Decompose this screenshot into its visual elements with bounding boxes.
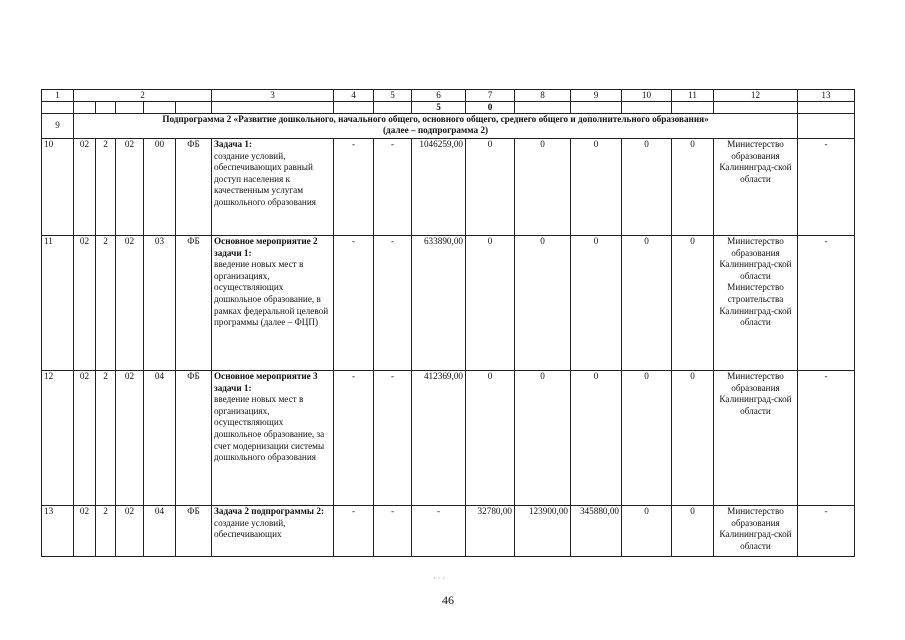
page-number: 46: [442, 593, 454, 607]
empty-cell: [672, 102, 714, 114]
header-cell-9: 9: [571, 90, 622, 102]
code-cell: 2: [96, 139, 116, 236]
empty-cell: [212, 102, 334, 114]
header-cell-11: 11: [672, 90, 714, 102]
responsible-cell: Министерство образования Калининград-ской области: [714, 371, 798, 506]
header-cell-2: 2: [74, 90, 212, 102]
description-text: введение новых мест в организациях, осуществляющих дошкольное образование, в рамках федеральной целевой программы (далее – ФЦП): [214, 259, 329, 328]
scan-specks: · · ·: [433, 574, 445, 583]
source-cell: ФБ: [176, 371, 212, 506]
value-col8: 0: [515, 371, 571, 506]
description-title: Задача 2 подпрограммы 2:: [214, 506, 325, 516]
empty-cell: [798, 102, 855, 114]
header-cell-13: 13: [798, 90, 855, 102]
value-col6: 1046259,00: [412, 139, 466, 236]
value-col13: -: [798, 236, 855, 371]
code-cell: 02: [74, 236, 96, 371]
value-col4: -: [334, 371, 374, 506]
empty-cell: [42, 102, 74, 114]
row-number: 10: [42, 139, 74, 236]
empty-cell: [622, 102, 672, 114]
value-col10: 0: [622, 139, 672, 236]
value-col11: 0: [672, 236, 714, 371]
subprogram-title-line1: Подпрограмма 2 «Развитие дошкольного, начального общего, основного общего, среднего общего и дополнительного образования»: [162, 114, 709, 124]
description-title: Основное мероприятие 2 задачи 1:: [214, 236, 318, 258]
code-cell: 02: [116, 139, 144, 236]
subprogram-title: [74, 114, 798, 139]
value-col7: 0: [466, 139, 515, 236]
description-text: создание условий, обеспечивающих равный доступ населения к качественным услугам дошкольного образования: [214, 150, 316, 207]
header-cell-8: 8: [515, 90, 571, 102]
row-number: 12: [42, 371, 74, 506]
value-col11: 0: [672, 506, 714, 557]
empty-cell: [515, 102, 571, 114]
row-number: 9: [42, 114, 74, 139]
value-col5: -: [374, 139, 412, 236]
value-col9: 0: [571, 371, 622, 506]
table-row: [42, 236, 855, 371]
sub-header-row: [42, 102, 855, 114]
row-number: 13: [42, 506, 74, 557]
header-cell-6: 6: [412, 90, 466, 102]
description-cell: [212, 506, 334, 557]
code-cell: 2: [96, 506, 116, 557]
code-cell: 02: [74, 371, 96, 506]
value-col11: 0: [672, 139, 714, 236]
value-col13: -: [798, 506, 855, 557]
empty-cell: [116, 102, 144, 114]
code-cell: 02: [116, 506, 144, 557]
empty-cell: [144, 102, 176, 114]
header-row: [42, 90, 855, 102]
description-text: создание условий, обеспечивающих: [214, 517, 286, 540]
source-cell: ФБ: [176, 506, 212, 557]
code-cell: 04: [144, 371, 176, 506]
code-cell: 2: [96, 371, 116, 506]
value-col8: 0: [515, 139, 571, 236]
table-row: [42, 506, 855, 557]
value-col4: -: [334, 139, 374, 236]
value-col6: 412369,00: [412, 371, 466, 506]
source-cell: ФБ: [176, 236, 212, 371]
value-col5: -: [374, 506, 412, 557]
value-col10: 0: [622, 371, 672, 506]
header-cell-7: 7: [466, 90, 515, 102]
description-cell: [212, 236, 334, 371]
value-col5: -: [374, 371, 412, 506]
value-col6: 633890,00: [412, 236, 466, 371]
code-cell: 2: [96, 236, 116, 371]
description-cell: [212, 139, 334, 236]
source-cell: ФБ: [176, 139, 212, 236]
value-col7: 0: [466, 371, 515, 506]
value-col4: -: [334, 236, 374, 371]
empty-cell: [334, 102, 374, 114]
header-cell-5: 5: [374, 90, 412, 102]
code-cell: 02: [116, 371, 144, 506]
header-cell-12: 12: [714, 90, 798, 102]
table-row: [42, 371, 855, 506]
empty-cell: [176, 102, 212, 114]
table-row: [42, 139, 855, 236]
value-col7: 0: [466, 236, 515, 371]
value-col11: 0: [672, 371, 714, 506]
value-col6: -: [412, 506, 466, 557]
sub-header-col6: 5: [412, 102, 466, 114]
empty-cell: [798, 114, 855, 139]
header-cell-4: 4: [334, 90, 374, 102]
code-cell: 02: [116, 236, 144, 371]
value-col10: 0: [622, 236, 672, 371]
code-cell: 00: [144, 139, 176, 236]
code-cell: 02: [74, 506, 96, 557]
description-title: Основное мероприятие 3 задачи 1:: [214, 371, 318, 393]
value-col9: 0: [571, 236, 622, 371]
empty-cell: [374, 102, 412, 114]
description-cell: [212, 371, 334, 506]
subprogram-title-line2: (далее – подпрограмма 2): [382, 125, 489, 135]
header-cell-1: 1: [42, 90, 74, 102]
responsible-cell: Министерство образования Калининград-ской области: [714, 139, 798, 236]
row-number: 11: [42, 236, 74, 371]
header-cell-3: 3: [212, 90, 334, 102]
header-cell-10: 10: [622, 90, 672, 102]
value-col5: -: [374, 236, 412, 371]
responsible-cell: Министерство образования Калининград-ской области: [714, 506, 798, 557]
value-col4: -: [334, 506, 374, 557]
empty-cell: [571, 102, 622, 114]
value-col8: 0: [515, 236, 571, 371]
value-col8: 123900,00: [515, 506, 571, 557]
code-cell: 02: [74, 139, 96, 236]
description-title: Задача 1:: [214, 139, 253, 149]
value-col13: -: [798, 139, 855, 236]
empty-cell: [96, 102, 116, 114]
responsible-cell: Министерство образования Калининград-ской области Министерство строительства Калининград-ской области: [714, 236, 798, 371]
code-cell: 03: [144, 236, 176, 371]
empty-cell: [714, 102, 798, 114]
value-col13: -: [798, 371, 855, 506]
subprogram-row: [42, 114, 855, 139]
program-table: [41, 89, 855, 557]
value-col7: 32780,00: [466, 506, 515, 557]
value-col9: 345880,00: [571, 506, 622, 557]
value-col10: 0: [622, 506, 672, 557]
value-col9: 0: [571, 139, 622, 236]
sub-header-col7: 0: [466, 102, 515, 114]
empty-cell: [74, 102, 96, 114]
description-text: введение новых мест в организациях, осуществляющих дошкольное образование, за счет модернизации системы дошкольного образования: [214, 394, 325, 463]
code-cell: 04: [144, 506, 176, 557]
